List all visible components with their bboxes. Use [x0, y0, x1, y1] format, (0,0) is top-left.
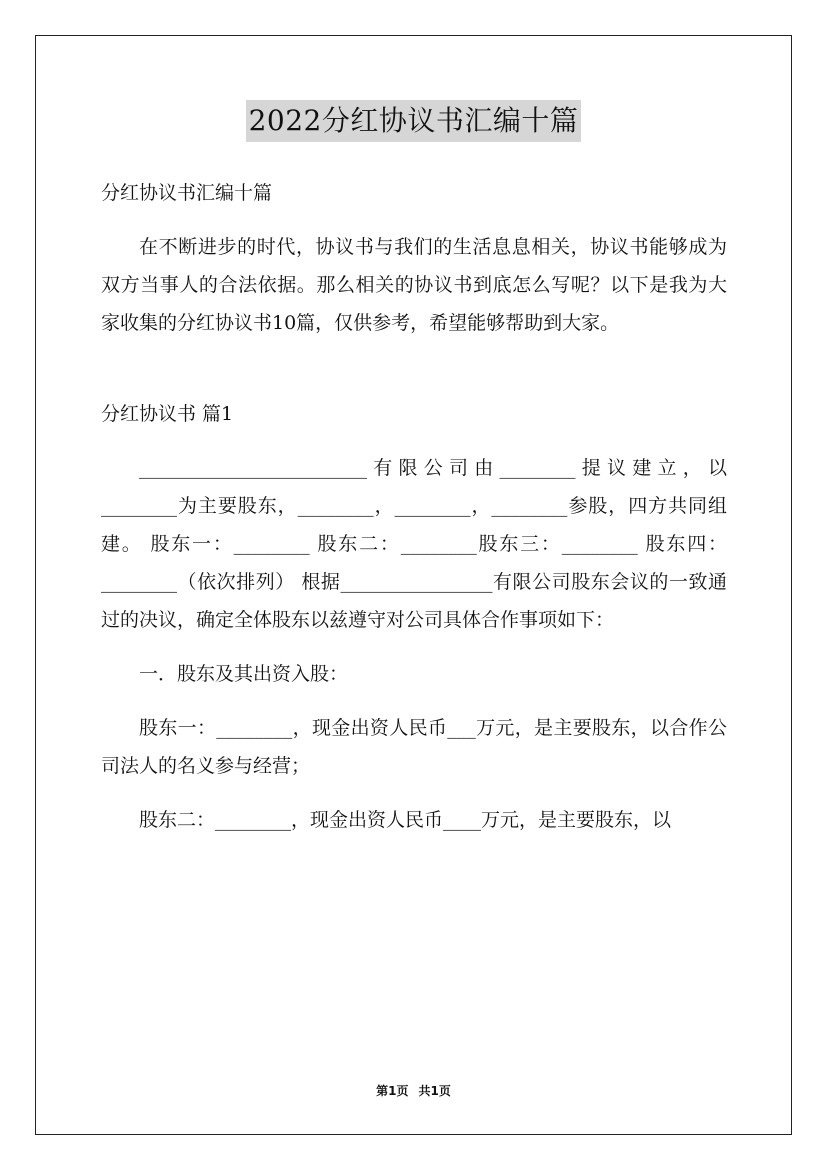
shareholder-two-paragraph: 股东二：________，现金出资人民币____万元，是主要股东，以	[139, 809, 672, 831]
document-title-text: 2022分红协议书汇编十篇	[246, 100, 582, 142]
document-title	[0, 100, 827, 142]
page-footer	[0, 1083, 827, 1099]
agreement-paragraph: ________________________有限公司由________提议建立，以________为主要股东，________，________，________参股，四方共同组建。 股东一：________ 股东二：________股东三：________ 股东四：________（依次排列） 根据________________有限公司股东会议的一致通过的决议，确定全体股东以兹遵守对公司具体合作事项如下：	[101, 457, 727, 631]
page-total: 共1页	[418, 1084, 451, 1098]
section-heading: 分红协议书 篇1	[101, 403, 234, 425]
page-number: 第1页	[376, 1084, 409, 1098]
intro-paragraph: 在不断进步的时代，协议书与我们的生活息息相关，协议书能够成为双方当事人的合法依据。那么相关的协议书到底怎么写呢？以下是我为大家收集的分红协议书10篇，仅供参考，希望能够帮助到大家。	[101, 236, 727, 334]
shareholder-one-paragraph: 股东一：________，现金出资人民币___万元，是主要股东，以合作公司法人的名义参与经营；	[101, 717, 727, 777]
document-subtitle: 分红协议书汇编十篇	[101, 182, 273, 204]
item-heading-shares: 一．股东及其出资入股：	[139, 663, 349, 685]
document-body	[101, 174, 727, 839]
